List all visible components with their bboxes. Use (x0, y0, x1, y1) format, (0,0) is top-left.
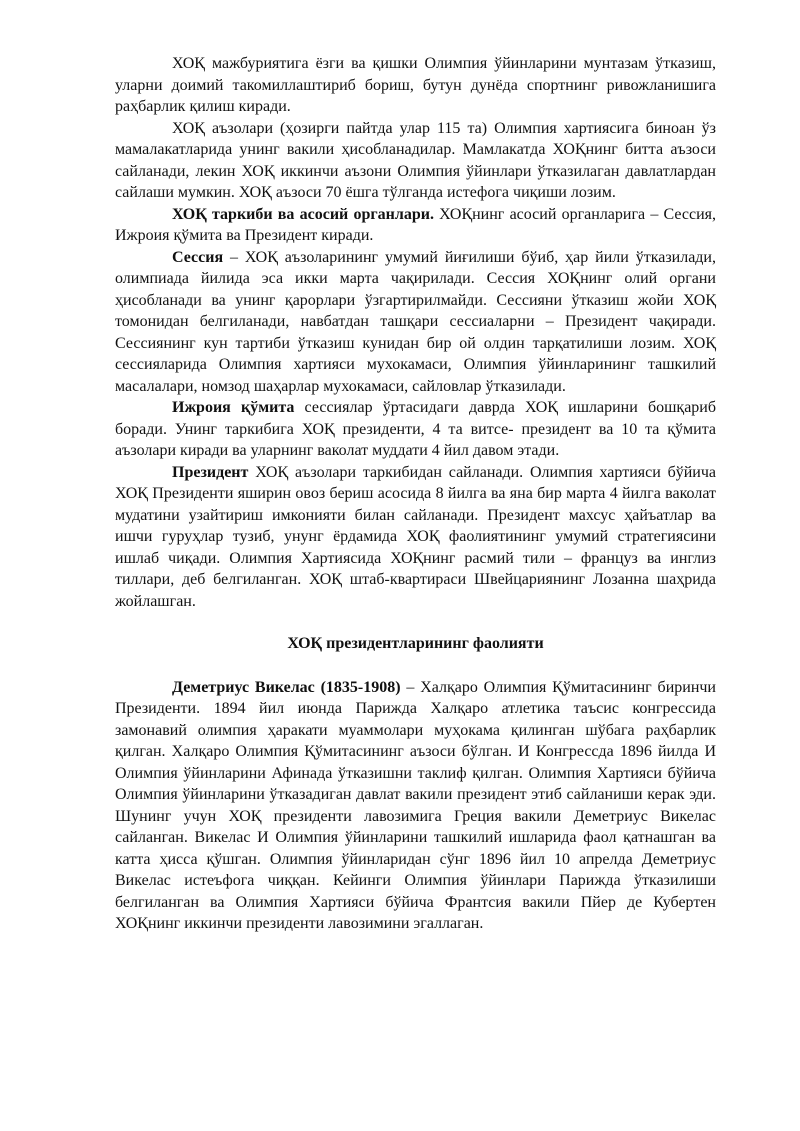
paragraph-lead: ХОҚ таркиби ва асосий органлари. (172, 205, 434, 223)
paragraph-lead: Деметриус Викелас (1835-1908) (172, 678, 401, 696)
paragraph-text: ХОҚ аъзолари (ҳозирги пайтда улар 115 та) Олимпия хартиясига биноан ўз мамалакатларида унинг вакили ҳисобланадилар. Мамлакатда ХОҚнинг битта аъзоси сайланади, лекин ХОҚ иккинчи аъзони Олимпия ўйинлари ўтказилаган давлатлардан сайлаши мумкин. ХОҚ аъзоси 70 ёшга тўлганда истефога чиқиши лозим. (115, 119, 716, 201)
paragraph-vikelas (115, 677, 716, 935)
section-heading: ХОҚ президентларининг фаолияти (287, 635, 544, 652)
paragraph-president (115, 462, 716, 613)
paragraph-lead: Президент (172, 463, 249, 481)
paragraph-ioc-duties (115, 53, 716, 118)
paragraph-text: – Халқаро Олимпия Қўмитасининг биринчи Президенти. 1894 йил июнда Парижда Халқаро атлетика таъсис конгрессида замонавий олимпия ҳаракати муаммолари муҳокама қилинган шўбага раҳбарлик қилган. Халқаро Олимпия Қўмитасининг аъзоси бўлган. И Конгрессда 1896 йилда И Олимпия ўйинларини Афинада ўтказишни таклиф қилган. Олимпия Хартияси бўйича Олимпия ўйинларини ўтказадиган давлат вакили президент этиб сайланиши керак эди. Шунинг учун ХОҚ президенти лавозимига Греция вакили Деметриус Викелас сайланган. Викелас И Олимпия ўйинларини ташкилий ишларида фаол қатнашган ва катта ҳисса қўшган. Олимпия ўйинларидан сўнг 1896 йил 10 апрелда Деметриус Викелас истеъфога чиққан. Кейинги Олимпия ўйинлари Парижда ўтказилиши белгиланган ва Олимпия Хартияси бўйича Франтсия вакили Пйер де Кубертен ХОҚнинг иккинчи президенти лавозимини эгаллаган. (115, 678, 716, 932)
paragraph-lead: Ижроия қўмита (172, 399, 295, 416)
paragraph-session (115, 247, 716, 398)
paragraph-text: ХОҚнинг асосий органларига – Сессия, Ижроия қўмита ва Президент киради. (115, 205, 717, 244)
paragraph-executive-board (115, 397, 716, 462)
paragraph-text: сессиялар ўртасидаги даврда ХОҚ ишларини бошқариб боради. Унинг таркибига ХОҚ президенти, 4 та витсе- президент ва 10 та қўмита аъзолари киради ва уларнинг ваколат муддати 4 йил давом этади. (115, 399, 717, 459)
paragraph-text: ХОҚ мажбуриятига ёзги ва қишки Олимпия ўйинларини мунтазам ўтказиш, уларни доимий такомиллаштириб бориш, бутун дунёда спортнинг ривожланишига раҳбарлик қилиш киради. (115, 55, 716, 115)
paragraph-ioc-members (115, 118, 716, 204)
paragraph-ioc-structure (115, 204, 716, 247)
paragraph-text: – ХОҚ аъзоларининг умумий йиғилиши бўиб, ҳар йили ўтказилади, олимпиада йилида эса икки марта чақирилади. Сессия ХОҚнинг олий органи ҳисобланади ва унинг қарорлари ўзгартирилмайди. Сессияни ўтказиш жойи ХОҚ томонидан белгиланади, навбатдан ташқари сессиаларни – Президент чақиради. Сессиянинг кун тартиби ўтказиш кунидан бир ой олдин тарқатилиши лозим. ХОҚ сессияларида Олимпия хартияси мухокамаси, Олимпия ўйинларининг ташкилий масалалари, номзод шаҳарлар мухокамаси, сайловлар ўтказилади. (115, 248, 716, 395)
paragraph-lead: Сессия (172, 248, 224, 266)
paragraph-text: ХОҚ аъзолари таркибидан сайланади. Олимпия хартияси бўйича ХОҚ Президенти яширин овоз бериш асосида 8 йилга ва яна бир марта 4 йилга ваколат мудатини узайтириш имконияти билан сайланади. Президент махсус ҳайъатлар ва ишчи гуруҳлар тузиб, унунг ёрдамида ХОҚ фаолиятининг умумий стратегиясини ишлаб чиқади. Олимпия Хартиясида ХОҚнинг расмий тили – француз ва инглиз тиллари, деб белгиланган. ХОҚ штаб-квартираси Швейцариянинг Лозанна шаҳрида жойлашган. (115, 463, 716, 610)
